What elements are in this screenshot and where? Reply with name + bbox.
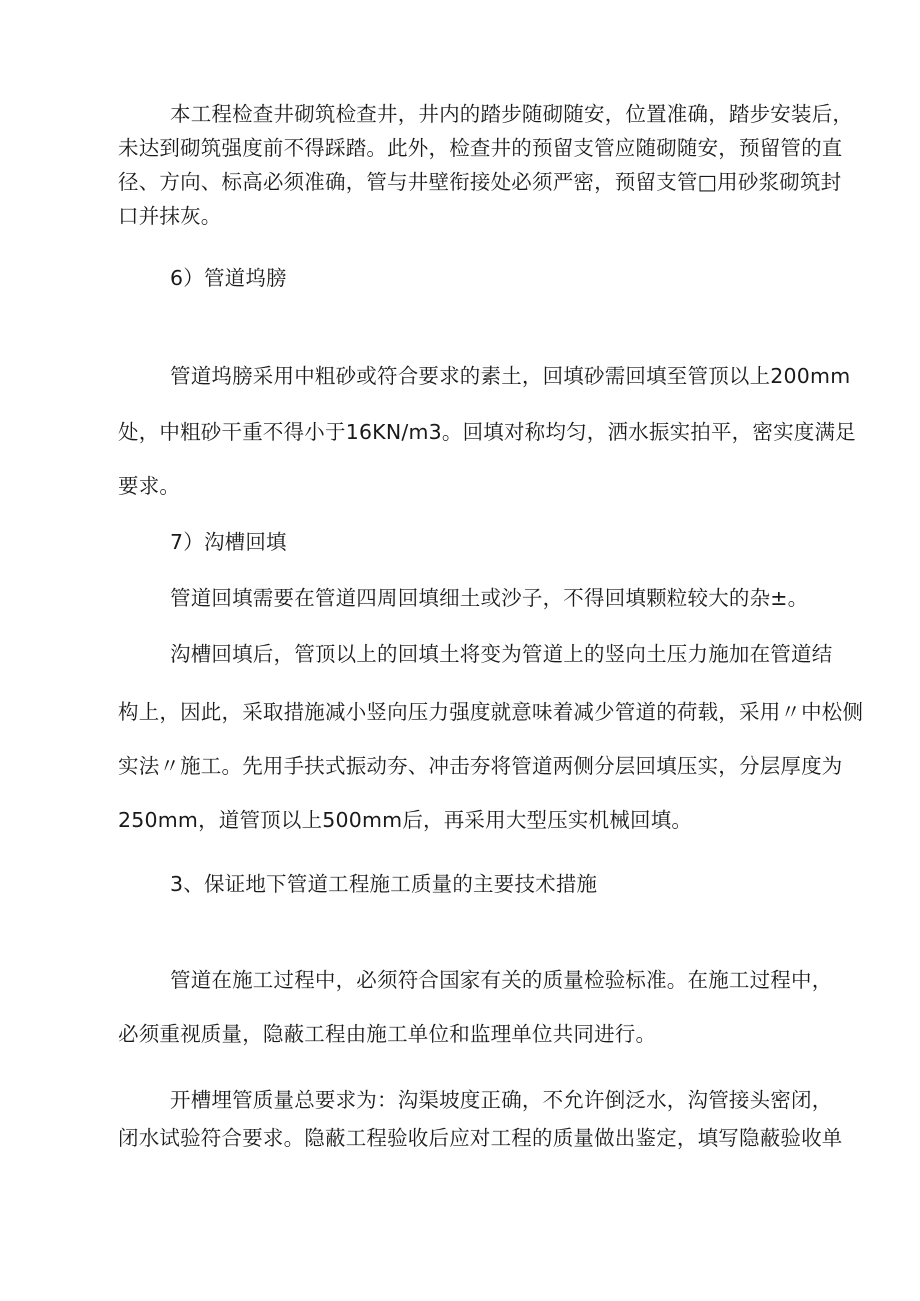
- text-line: 管道回填需要在管道四周回填细土或沙子，不得回填颗粒较大的杂±。: [170, 586, 809, 610]
- text-line: 本工程检查井砌筑检查井，井内的踏步随砌随安，位置准确，踏步安装后，: [170, 102, 854, 126]
- text-line: 管道坞膀采用中粗砂或符合要求的素土，回填砂需回填至管顶以上200mm: [170, 364, 851, 388]
- section-heading: 3、保证地下管道工程施工质量的主要技术措施: [170, 872, 598, 896]
- text-line: 必须重视质量，隐蔽工程由施工单位和监理单位共同进行。: [118, 1022, 657, 1046]
- text-line: 要求。: [118, 474, 181, 498]
- text-line: 径、方向、标高必须准确，管与井壁衔接处必须严密，预留支管□用砂浆砌筑封: [118, 170, 842, 194]
- text-line: 管道在施工过程中，必须符合国家有关的质量检验标准。在施工过程中，: [170, 968, 833, 992]
- text-line: 250mm，道管顶以上500mm后，再采用大型压实机械回填。: [118, 808, 693, 832]
- text-line: 构上，因此，采取措施减小竖向压力强度就意味着减少管道的荷载，采用〃中松侧: [118, 700, 864, 724]
- text-line: 实法〃施工。先用手扶式振动夯、冲击夯将管道两侧分层回填压实，分层厚度为: [118, 754, 843, 778]
- text-line: 口并抹灰。: [118, 204, 222, 228]
- section-heading: 7）沟槽回填: [170, 530, 287, 554]
- text-line: 沟槽回填后，管顶以上的回填土将变为管道上的竖向土压力施加在管道结: [170, 642, 833, 666]
- text-line: 开槽埋管质量总要求为：沟渠坡度正确，不允许倒泛水，沟管接头密闭，: [170, 1088, 833, 1112]
- section-heading: 6）管道坞膀: [170, 266, 287, 290]
- text-line: 未达到砌筑强度前不得踩踏。此外，检查井的预留支管应随砌随安，预留管的直: [118, 136, 843, 160]
- text-line: 闭水试验符合要求。隐蔽工程验收后应对工程的质量做出鉴定，填写隐蔽验收单: [118, 1126, 843, 1150]
- text-line: 处，中粗砂干重不得小于16KN/m3。回填对称均匀，洒水振实拍平，密实度满足: [118, 420, 856, 444]
